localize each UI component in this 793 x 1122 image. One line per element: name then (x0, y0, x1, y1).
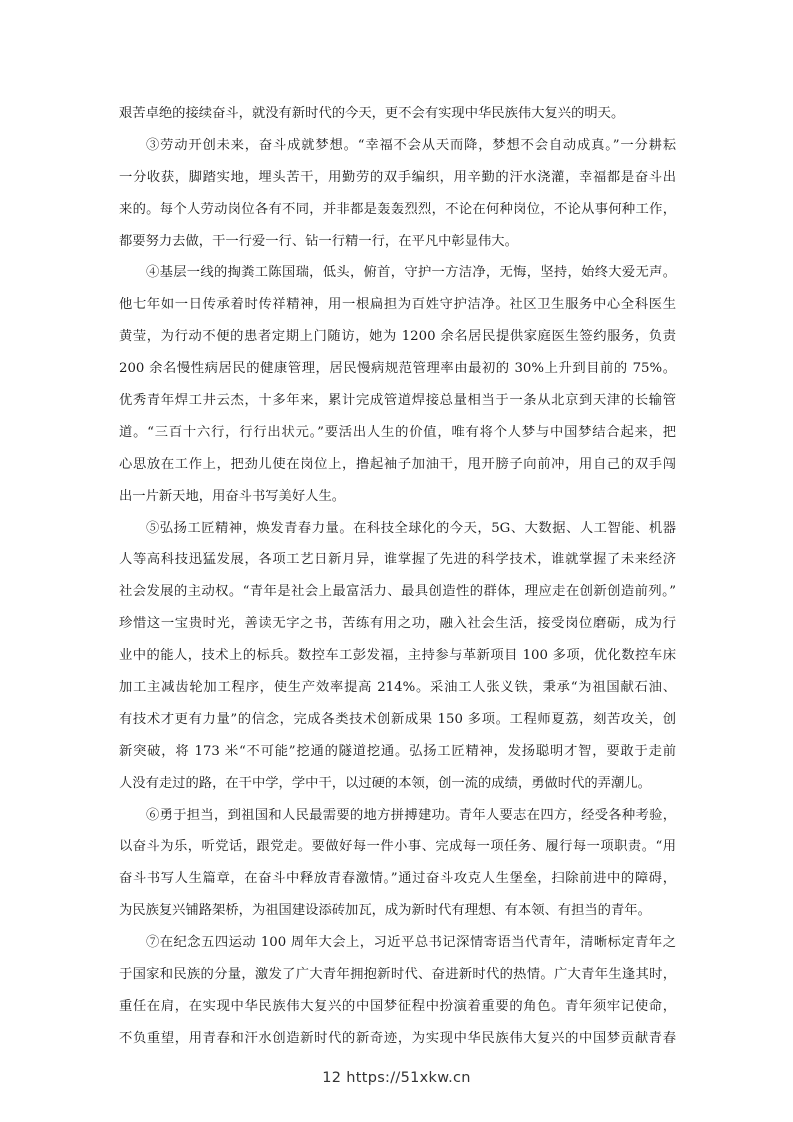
text-line: 黄莹，为行动不便的患者定期上门随访，她为 1200 余名居民提供家庭医生签约服务，负责 (119, 329, 676, 345)
text-line: 心思放在工作上，把劲儿使在岗位上，撸起袖子加油干，甩开膀子向前冲，用自己的双手闯 (119, 456, 676, 472)
text-line: 新突破，将 173 米“不可能”挖通的隧道挖通。弘扬工匠精神，发扬聪明才智，要敢于走前 (119, 743, 676, 759)
paragraph-first-line: ④基层一线的掏粪工陈国瑞，低头，俯首，守护一方洁净，无悔，坚持，始终大爱无声。 (146, 265, 676, 281)
text-line: 艰苦卓绝的接续奋斗，就没有新时代的今天，更不会有实现中华民族伟大复兴的明天。 (119, 106, 625, 121)
footer-url: https://51xkw.cn (346, 1070, 471, 1086)
paragraph-first-line: ⑤弘扬工匠精神，焕发青春力量。在科技全球化的今天，5G、大数据、人工智能、机器 (146, 520, 676, 536)
text-line: 来的。每个人劳动岗位各有不同，并非都是轰轰烈烈，不论在何种岗位，不论从事何种工作， (119, 201, 676, 217)
text-line: 加工主减齿轮加工程序，使生产效率提高 214%。采油工人张义铁，秉承“为祖国献石油、 (119, 680, 676, 696)
text-line: 出一片新天地，用奋斗书写美好人生。 (119, 488, 346, 504)
text-line: 重任在肩，在实现中华民族伟大复兴的中国梦征程中扮演着重要的角色。青年须牢记使命， (119, 998, 676, 1014)
text-line: 一分收获，脚踏实地，埋头苦干，用勤劳的双手编织，用辛勤的汗水浇灌，幸福都是奋斗出 (119, 169, 676, 185)
paragraph-first-line: ③劳动开创未来，奋斗成就梦想。“幸福不会从天而降，梦想不会自动成真。”一分耕耘 (146, 137, 676, 153)
text-line: 优秀青年焊工井云杰，十多年来，累计完成管道焊接总量相当于一条从北京到天津的长输管 (119, 393, 676, 409)
page-number: 12 (322, 1070, 342, 1086)
paragraph-first-line: ⑥勇于担当，到祖国和人民最需要的地方拼搏建功。青年人要志在四方，经受各种考验， (146, 807, 676, 823)
text-line: 人等高科技迅猛发展，各项工艺日新月异，谁掌握了先进的科学技术，谁就掌握了未来经济 (119, 552, 676, 568)
paragraph-first-line: ⑦在纪念五四运动 100 周年大会上，习近平总书记深情寄语当代青年，清晰标定青年之 (146, 935, 676, 951)
text-line: 于国家和民族的分量，激发了广大青年拥抱新时代、奋进新时代的热情。广大青年生逢其时， (119, 967, 676, 983)
page-footer (0, 1070, 793, 1086)
text-line: 不负重望，用青春和汗水创造新时代的新奇迹，为实现中华民族伟大复兴的中国梦贡献青春 (119, 1030, 676, 1046)
text-line: 奋斗书写人生篇章，在奋斗中释放青春激情。”通过奋斗攻克人生堡垒，扫除前进中的障碍， (119, 871, 676, 887)
text-line: 为民族复兴铺路架桥，为祖国建设添砖加瓦，成为新时代有理想、有本领、有担当的青年。 (119, 903, 651, 919)
text-line: 都要努力去做，干一行爱一行、钻一行精一行，在平凡中彰显伟大。 (119, 233, 518, 249)
text-line: 珍惜这一宝贵时光，善读无字之书，苦练有用之功，融入社会生活，接受岗位磨砺，成为行 (119, 616, 676, 632)
text-line: 以奋斗为乐，听党话，跟党走。要做好每一件小事、完成每一项任务、履行每一项职责。“用 (119, 839, 676, 855)
text-line: 社会发展的主动权。“青年是社会上最富活力、最具创造性的群体，理应走在创新创造前列。” (119, 584, 676, 600)
text-line: 他七年如一日传承着时传祥精神，用一根扁担为百姓守护洁净。社区卫生服务中心全科医生 (119, 297, 676, 313)
text-line: 200 余名慢性病居民的健康管理，居民慢病规范管理率由最初的 30%上升到目前的 75%。 (119, 361, 676, 377)
text-line: 道。“三百十六行，行行出状元。”要活出人生的价值，唯有将个人梦与中国梦结合起来，把 (119, 424, 676, 440)
text-line: 业中的能人，技术上的标兵。数控车工彭发福，主持参与革新项目 100 多项，优化数控车床 (119, 648, 676, 664)
text-line: 有技术才更有力量”的信念，完成各类技术创新成果 150 多项。工程师夏荔，刻苦攻关，创 (119, 711, 676, 727)
text-line: 人没有走过的路，在干中学，学中干，以过硬的本领，创一流的成绩，勇做时代的弄潮儿。 (119, 775, 651, 791)
document-body (119, 98, 676, 1055)
